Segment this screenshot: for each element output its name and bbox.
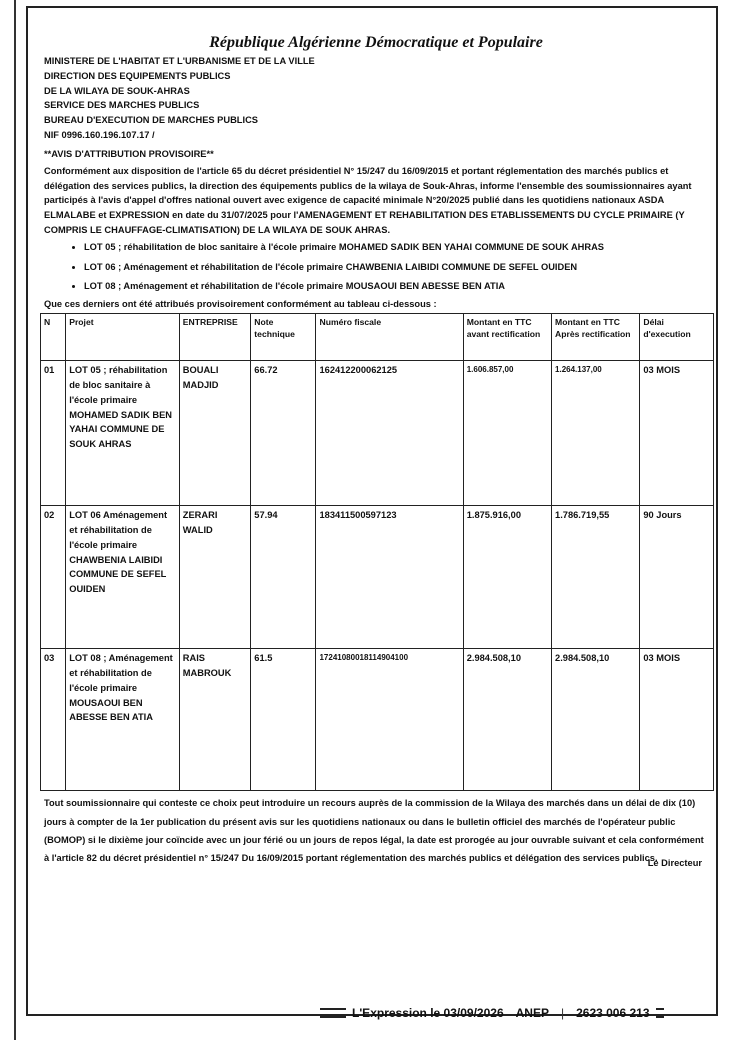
cell-montant-apres: 1.264.137,00 — [552, 361, 640, 506]
notice-content — [44, 34, 708, 868]
cell-note: 66.72 — [251, 361, 316, 506]
anep-separator: | — [560, 1006, 565, 1020]
cell-montant-apres: 1.786.719,55 — [552, 506, 640, 649]
header-line-direction: DIRECTION DES EQUIPEMENTS PUBLICS — [44, 70, 231, 81]
publication-bar — [320, 1004, 714, 1022]
col-header-montant-avant: Montant en TTC avant rectification — [463, 314, 551, 361]
cell-projet: LOT 08 ; Aménagement et réhabilitation de l'école primaire MOUSAOUI BEN ABESSE BEN ATIA — [66, 649, 180, 791]
col-header-numero-fiscale: Numéro fiscale — [316, 314, 463, 361]
cell-note: 57.94 — [251, 506, 316, 649]
anep-code: 2623 006 213 — [576, 1006, 650, 1020]
col-header-projet: Projet — [66, 314, 180, 361]
col-header-delai: Délai d'execution — [640, 314, 714, 361]
cell-delai: 90 Jours — [640, 506, 714, 649]
cell-n: 02 — [41, 506, 66, 649]
header-line-ministry: MINISTERE DE L'HABITAT ET L'URBANISME ET DE LA VILLE — [44, 56, 315, 66]
lot-item: • LOT 06 ; Aménagement et réhabilitation de l'école primaire CHAWBENIA LAIBIDI COMMUNE DE SEFEL OUIDEN — [84, 260, 708, 275]
republic-title: République Algérienne Démocratique et Populaire — [209, 34, 543, 51]
cell-projet: LOT 06 Aménagement et réhabilitation de l'école primaire CHAWBENIA LAIBIDI COMMUNE DE SEFEL OUIDEN — [66, 506, 180, 649]
cell-note: 61.5 — [251, 649, 316, 791]
publication-bar-rule-left — [320, 1008, 346, 1018]
cell-projet: LOT 05 ; réhabilitation de bloc sanitaire à l'école primaire MOHAMED SADIK BEN YAHAI COMMUNE DE SOUK AHRAS — [66, 361, 180, 506]
signature-director: Le Directeur — [647, 857, 702, 868]
cell-numero-fiscale: 17241080018114904100 — [316, 649, 463, 791]
cell-montant-avant: 2.984.508,10 — [463, 649, 551, 791]
ministry-header — [44, 54, 708, 143]
recours-paragraph: Tout soumissionnaire qui conteste ce choix peut introduire un recours auprès de la commission de la Wilaya des marchés dans un délai de dix (10) jours à compter de la 1er publication du présent avis sur les quotidiens nationaux ou dans le bulletin officiel des marchés de l'opérateur public (BOMOP) si le dixième jour coïncide avec un jour férié ou un jours de repos légal, la date est prorogée au jour ouvrable suivant et cela conformément à l'article 82 du décret présidentiel n° 15/247 Du 16/09/2015 portant réglementation des marchés publics et délégation des services publics. — [44, 798, 704, 864]
cell-montant-avant: 1.606.857,00 — [463, 361, 551, 506]
cell-numero-fiscale: 162412200062125 — [316, 361, 463, 506]
cell-n: 03 — [41, 649, 66, 791]
table-row — [41, 506, 714, 649]
cell-entreprise: RAIS MABROUK — [179, 649, 251, 791]
col-header-note: Note technique — [251, 314, 316, 361]
lots-list — [44, 240, 708, 294]
publication-date: L'Expression le 03/09/2026 — [352, 1006, 504, 1020]
cell-entreprise: ZERARI WALID — [179, 506, 251, 649]
cell-montant-avant: 1.875.916,00 — [463, 506, 551, 649]
header-line-wilaya: DE LA WILAYA DE SOUK-AHRAS — [44, 85, 190, 96]
lot-item: • LOT 05 ; réhabilitation de bloc sanitaire à l'école primaire MOHAMED SADIK BEN YAHAI COMMUNE DE SOUK AHRAS — [84, 240, 708, 255]
col-header-n: N — [41, 314, 66, 361]
header-line-nif: NIF 0996.160.196.107.17 / — [44, 129, 155, 140]
lot-item: • LOT 08 ; Aménagement et réhabilitation de l'école primaire MOUSAOUI BEN ABESSE BEN ATIA — [84, 279, 708, 294]
header-line-bureau: BUREAU D'EXECUTION DE MARCHES PUBLICS — [44, 115, 258, 126]
publication-bar-rule-right — [656, 1008, 664, 1018]
cell-delai: 03 MOIS — [640, 649, 714, 791]
cell-delai: 03 MOIS — [640, 361, 714, 506]
header-line-service: SERVICE DES MARCHES PUBLICS — [44, 100, 200, 111]
attribution-table — [40, 313, 714, 791]
table-intro: Que ces derniers ont été attribués provisoirement conformément au tableau ci-dessous : — [44, 299, 437, 310]
table-row — [41, 649, 714, 791]
anep-label: ANEP — [515, 1006, 549, 1020]
cell-montant-apres: 2.984.508,10 — [552, 649, 640, 791]
avis-title: **AVIS D'ATTRIBUTION PROVISOIRE** — [44, 148, 214, 159]
col-header-entreprise: ENTREPRISE — [179, 314, 251, 361]
cell-numero-fiscale: 183411500597123 — [316, 506, 463, 649]
table-row — [41, 361, 714, 506]
notice-frame — [26, 6, 718, 1016]
cell-n: 01 — [41, 361, 66, 506]
col-header-montant-apres: Montant en TTC Après rectification — [552, 314, 640, 361]
intro-paragraph: Conformément aux disposition de l'article 65 du décret présidentiel N° 15/247 du 16/09/2015 et portant réglementation des marchés publics et délégation des services publics, la direction des équipements publics de la wilaya de Souk-Ahras, informe l'ensemble des soumissionnaires ayant participés à l'avis d'appel d'offres national ouvert avec exigence de capacité minimale N°20/2025 publié dans les quotidiens nationaux ASDA ELMALABE et EXPRESSION en date du 31/07/2025 pour l'AMENAGEMENT ET REHABILITATION DES ETABLISSEMENTS DU CYCLE PRIMAIRE (Y COMPRIS LE CHAUFFAGE-CLIMATISATION) DE LA WILAYA DE SOUK AHRAS. — [44, 165, 692, 235]
page-edge — [0, 0, 16, 1040]
cell-entreprise: BOUALI MADJID — [179, 361, 251, 506]
table-header-row — [41, 314, 714, 361]
